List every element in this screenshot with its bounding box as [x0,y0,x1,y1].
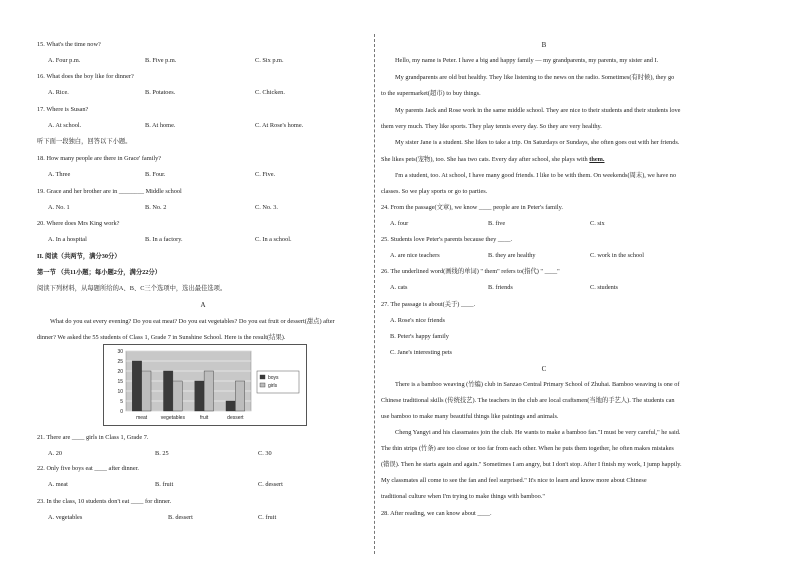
y-tick-label: 5 [120,398,123,405]
x-tick-label: meat [136,415,148,421]
passage-a-line: dinner? We asked the 55 students of Class 1, Grade 7 in Sunshine School. Here is the result(结果). [37,334,286,341]
q27-option-a[interactable]: A. Rose's nice friends [390,317,445,324]
q16-stem: 16. What does the boy like for dinner? [37,73,134,80]
q21-option-a[interactable]: A. 20 [48,450,62,457]
q19-option-b[interactable]: B. No. 2 [145,204,167,211]
q22-stem: 22. Only five boys eat ____ after dinner. [37,465,139,472]
y-tick-label: 20 [117,368,123,375]
q18-option-a[interactable]: A. Three [48,171,71,178]
listen-note: 听下面一段独白，回答以下小题。 [37,138,132,145]
passage-c-line: use bamboo to make many beautiful things like paintings and animals. [381,413,559,420]
q16-option-b[interactable]: B. Potatoes. [145,89,176,96]
q26-option-b[interactable]: B. friends [488,284,513,291]
q21-stem: 21. There are ____ girls in Class 1, Grade 7. [37,434,149,441]
q24-option-c[interactable]: C. six [590,220,605,227]
q25-stem: 25. Students love Peter's parents because they ____. [381,236,513,243]
q27-stem: 27. The passage is about(关于) ____. [381,301,476,308]
passage-b-line: classes. So we play sports or go to parties. [381,188,488,195]
q25-option-b[interactable]: B. they are healthy [488,252,536,259]
passage-b-label: B [541,41,547,49]
q18-option-b[interactable]: B. Four. [145,171,166,178]
passage-b-line: My grandparents are old but healthy. They like listening to the news on the radio. Sometimes(有时候), they go [395,74,675,81]
y-tick-label: 25 [117,358,123,365]
q15-option-b[interactable]: B. Five p.m. [145,57,177,64]
q22-option-c[interactable]: C. dessert [258,481,283,488]
q27-option-b[interactable]: B. Peter's happy family [390,333,449,340]
q21-option-c[interactable]: C. 30 [258,450,272,457]
y-tick-label: 0 [120,408,123,415]
q23-option-b[interactable]: B. dessert [168,514,193,521]
x-tick-label: fruit [199,415,209,421]
q24-option-b[interactable]: B. five [488,220,506,227]
passage-b-line: Hello, my name is Peter. I have a big and happy family — my grandparents, my parents, my sister and I. [395,57,659,64]
passage-b-line: to the supermarket(超市) to buy things. [381,90,481,97]
reading-instruction: 阅读下列材料，从每题所给的A、B、C三个选项中，选出最佳选项。 [37,285,227,292]
x-tick-label: vegetables [160,415,185,421]
legend-swatch-girls [260,383,265,387]
q24-option-a[interactable]: A. four [390,220,409,227]
part-title: 第一节 （共11小题；每小题2分，满分22分） [37,269,162,276]
q15-option-a[interactable]: A. Four p.m. [48,57,81,64]
legend-label-girls: girls [268,383,278,389]
bar-girls-fruit [204,371,213,411]
bar-girls-dessert [235,381,244,411]
x-tick-label: dessert [227,415,244,421]
passage-b-line: them very much. They like sports. They play tennis every day. So they are very healthy. [381,123,602,130]
q24-stem: 24. From the passage(文章), we know ____ people are in Peter's family. [381,204,563,211]
q25-option-a[interactable]: A. are nice teachers [390,252,440,259]
section-title: II. 阅读（共两节，满分30分） [37,253,121,260]
q26-option-c[interactable]: C. students [590,284,618,291]
q18-stem: 18. How many people are there in Grace' family? [37,155,162,162]
y-tick-label: 30 [117,348,123,355]
column-divider [374,34,375,554]
legend-label-boys: boys [268,375,279,381]
passage-c-line: There is a bamboo weaving (竹编) club in Sanzao Central Primary School of Zhuhai. Bamboo weaving is one of [395,381,680,388]
q21-option-b[interactable]: B. 25 [155,450,169,457]
passage-b-line [381,156,605,164]
passage-c-line: Chinese traditional skills (传统技艺). The teachers in the club are local craftsmen(当地的手艺人). The students can [381,397,675,404]
y-tick-label: 10 [117,388,123,395]
q20-option-c[interactable]: C. In a school. [255,236,292,243]
q27-option-c[interactable]: C. Jane's interesting pets [390,349,452,356]
bar-girls-vegetables [173,381,182,411]
q17-option-a[interactable]: A. At school. [48,122,82,129]
q19-option-a[interactable]: A. No. 1 [48,204,70,211]
underlined-word-them: them. [589,156,605,163]
passage-b-text: She likes pets(宠物), too. She has two cats. Every day after school, she plays with [381,156,590,163]
q28-stem: 28. After reading, we can know about ____. [381,510,492,517]
q16-option-c[interactable]: C. Chicken. [255,89,285,96]
q20-option-b[interactable]: B. In a factory. [145,236,183,243]
y-tick-label: 15 [117,378,123,385]
q23-option-a[interactable]: A. vegetables [48,514,83,521]
q17-stem: 17. Where is Susan? [37,106,89,113]
chart-canvas [104,345,306,425]
q16-option-a[interactable]: A. Rice. [48,89,69,96]
survey-bar-chart [103,344,307,426]
q15-option-c[interactable]: C. Six p.m. [255,57,284,64]
passage-c-line: traditional culture when I'm trying to make things with bamboo." [381,493,545,500]
passage-c-line: The thin strips (竹条) are too close or too far from each other. When he puts them together, he often makes mistakes [381,445,674,452]
bar-girls-meat [142,371,151,411]
legend-swatch-boys [260,375,265,379]
passage-c-line: (错误). Then he starts again and again." Sometimes I am angry, but I don't stop. After I finish my work, I jump happily. [381,461,682,468]
q26-stem: 26. The underlined word(画线的单词) " them" refers to(指代) " ____" [381,268,560,275]
q23-option-c[interactable]: C. fruit [258,514,277,521]
passage-a-label: A [200,301,206,309]
q18-option-c[interactable]: C. Five. [255,171,276,178]
bar-boys-fruit [195,381,204,411]
q23-stem: 23. In the class, 10 students don't eat ____ for dinner. [37,498,172,505]
q22-option-b[interactable]: B. fruit [155,481,174,488]
q17-option-b[interactable]: B. At home. [145,122,176,129]
passage-b-line: I'm a student, too. At school, I have many good friends. I like to be with them. On weekends(周末), we have no [395,172,677,179]
q20-stem: 20. Where does Mrs King work? [37,220,120,227]
bar-boys-meat [132,361,141,411]
passage-b-line: My sister Jane is a student. She likes to take a trip. On Saturdays or Sundays, she often goes out with her friends. [395,139,680,146]
q25-option-c[interactable]: C. work in the school [590,252,645,259]
q17-option-c[interactable]: C. At Rose's home. [255,122,304,129]
bar-boys-vegetables [164,371,173,411]
passage-b-line: My parents Jack and Rose work in the same middle school. They are nice to their students and their students love [395,107,681,114]
q22-option-a[interactable]: A. meat [48,481,68,488]
bar-boys-dessert [226,401,235,411]
q15-stem: 15. What's the time now? [37,41,101,48]
q26-option-a[interactable]: A. cats [390,284,408,291]
q19-option-c[interactable]: C. No. 3. [255,204,278,211]
passage-c-line: My classmates all come to see the fan and feel surprised." It's nice to learn and know more about Chinese [381,477,647,484]
passage-c-line: Cheng Yangyi and his classmates join the club. He wants to make a bamboo fan."I must be very careful," he said. [395,429,681,436]
q19-stem: 19. Grace and her brother are in ________ Middle school [37,188,182,195]
passage-c-label: C [541,365,547,373]
q20-option-a[interactable]: A. In a hospital [48,236,87,243]
passage-a-line: What do you eat every evening? Do you eat meat? Do you eat vegetables? Do you eat fruit or dessert(甜点) after [50,318,335,325]
